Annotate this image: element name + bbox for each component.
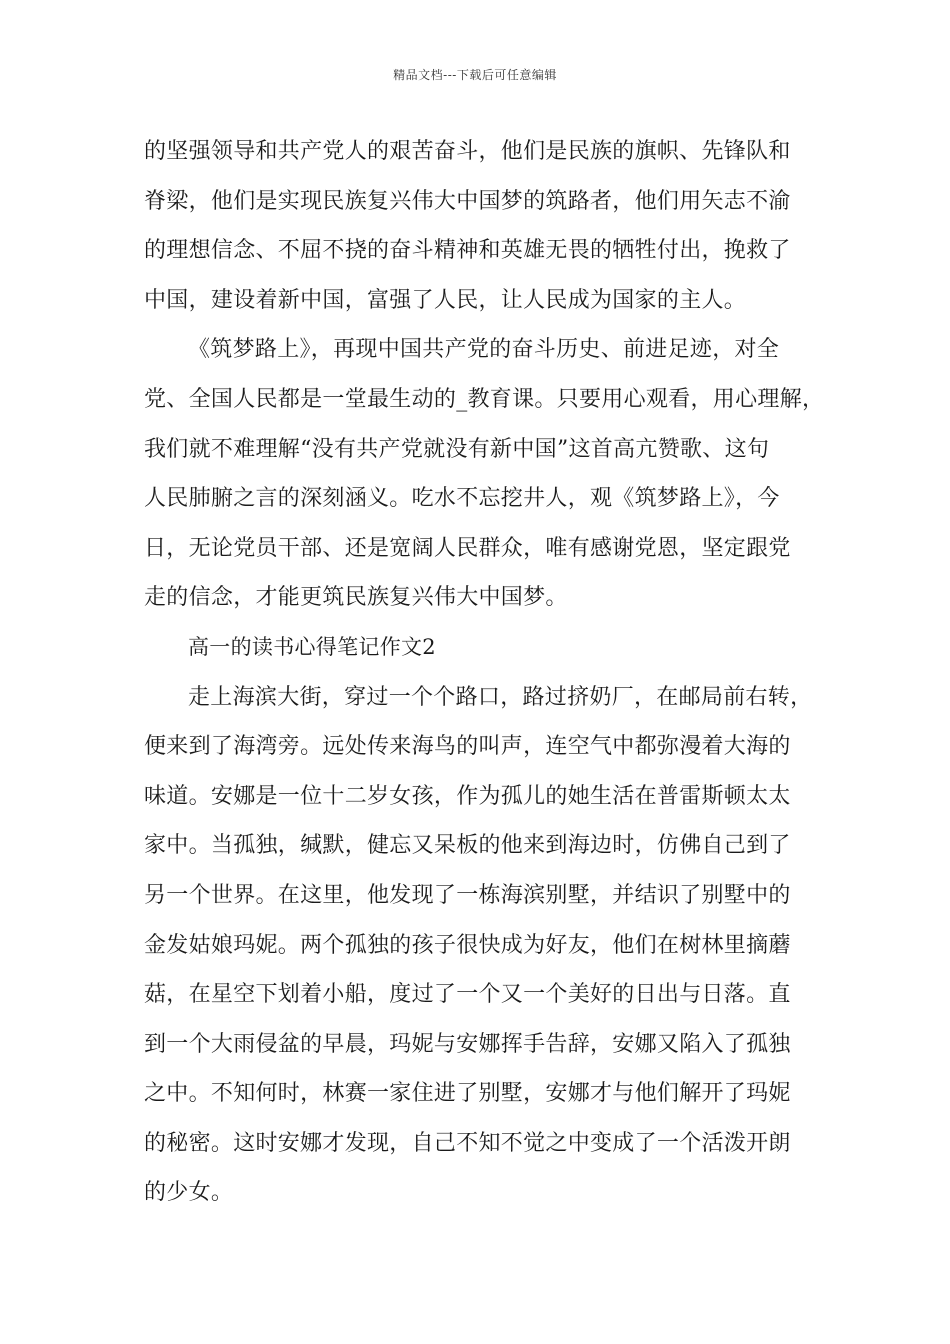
text-line: 的秘密。这时安娜才发现，自己不知不觉之中变成了一个活泼开朗 bbox=[144, 1130, 791, 1156]
section-heading: 高一的读书心得笔记作文2 bbox=[188, 634, 436, 659]
page-header: 精品文档---下载后可任意编辑 bbox=[393, 68, 557, 82]
text-line: 《筑梦路上》，再现中国共产党的奋斗历史、前进足迹，对全 bbox=[188, 337, 780, 363]
text-line: 便来到了海湾旁。远处传来海鸟的叫声，连空气中都弥漫着大海的 bbox=[144, 734, 791, 760]
text-line: 菇，在星空下划着小船，度过了一个又一个美好的日出与日落。直 bbox=[144, 982, 791, 1008]
text-line: 的理想信念、不屈不挠的奋斗精神和英雄无畏的牺牲付出，挽救了 bbox=[144, 238, 791, 264]
document-body bbox=[144, 127, 834, 1218]
text-line: 另一个世界。在这里，他发现了一栋海滨别墅，并结识了别墅中的 bbox=[144, 882, 791, 908]
text-line: 脊梁，他们是实现民族复兴伟大中国梦的筑路者，他们用矢志不渝 bbox=[144, 188, 791, 214]
text-line: 之中。不知何时，林赛一家住进了别墅，安娜才与他们解开了玛妮 bbox=[144, 1081, 791, 1107]
text-line: 的坚强领导和共产党人的艰苦奋斗，他们是民族的旗帜、先锋队和 bbox=[144, 139, 791, 164]
text-line: 日，无论党员干部、还是宽阔人民群众，唯有感谢党恩，坚定跟党 bbox=[144, 535, 791, 561]
text-line: 人民肺腑之言的深刻涵义。吃水不忘挖井人，观《筑梦路上》，今 bbox=[144, 486, 780, 512]
text-line: 味道。安娜是一位十二岁女孩，作为孤儿的她生活在普雷斯顿太太 bbox=[144, 783, 791, 809]
text-line: 中国，建设着新中国，富强了人民，让人民成为国家的主人。 bbox=[144, 287, 747, 313]
text-line: 的少女。 bbox=[144, 1180, 234, 1206]
text-line: 家中。当孤独，缄默，健忘又呆板的他来到海边时，仿佛自己到了 bbox=[144, 833, 791, 859]
text-line: 金发姑娘玛妮。两个孤独的孩子很快成为好友，他们在树林里摘蘑 bbox=[144, 932, 791, 958]
text-line: 我们就不难理解“没有共产党就没有新中国”这首高亢赞歌、这句 bbox=[144, 436, 770, 462]
text-line: 到一个大雨侵盆的早晨，玛妮与安娜挥手告辞，安娜又陷入了孤独 bbox=[144, 1031, 791, 1057]
text-line: 走上海滨大街，穿过一个个路口，路过挤奶厂，在邮局前右转， bbox=[188, 684, 813, 710]
text-line: 党、全国人民都是一堂最生动的_教育课。只要用心观看，用心理解， bbox=[144, 386, 825, 412]
text-line: 走的信念，才能更筑民族复兴伟大中国梦。 bbox=[144, 585, 568, 611]
